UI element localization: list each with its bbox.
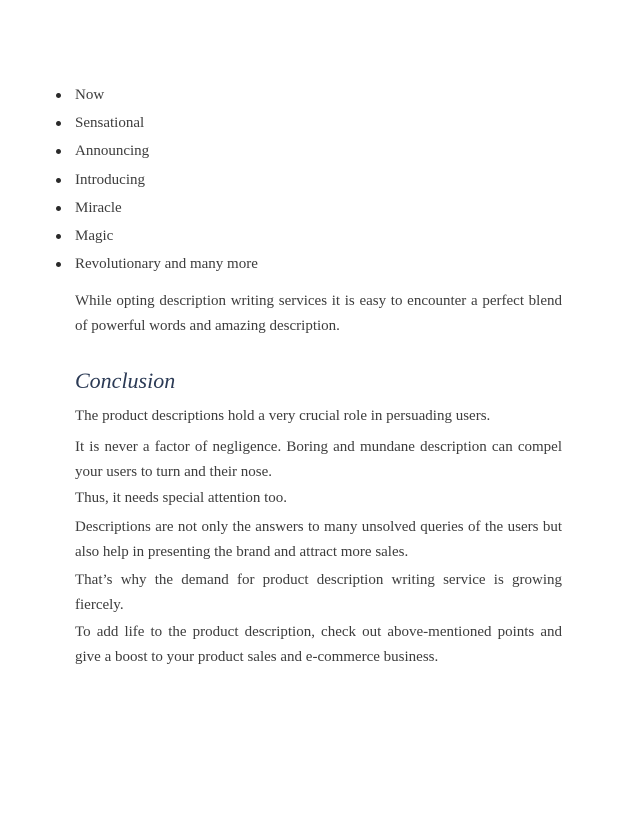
bullet-list — [52, 84, 258, 281]
list-item — [52, 112, 258, 140]
conclusion-paragraph: The product descriptions hold a very crucial role in persuading users. — [75, 408, 491, 424]
list-item-text: Now — [75, 87, 105, 103]
list-item-text: Sensational — [75, 115, 145, 132]
list-item-text: Introducing — [75, 171, 145, 188]
conclusion-paragraph: To add life to the product description, check out above-mentioned points and give a boost to your product sales and e-commerce business. — [75, 624, 562, 665]
conclusion-paragraph: Descriptions are not only the answers to many unsolved queries of the users but also help in presenting the brand and attract more sales. — [75, 519, 562, 560]
conclusion-paragraph: That’s why the demand for product description writing service is growing fiercely. — [75, 572, 562, 613]
list-item-text: Miracle — [75, 199, 122, 216]
bullet-dot-icon — [56, 234, 61, 239]
list-item — [52, 84, 258, 112]
list-item-text: Announcing — [75, 143, 150, 160]
bullet-dot-icon — [56, 178, 61, 183]
list-item — [52, 169, 258, 197]
bullet-dot-icon — [56, 262, 61, 267]
bullet-dot-icon — [56, 93, 61, 98]
list-item-text: Revolutionary and many more — [75, 256, 258, 273]
section-heading-conclusion: Conclusion — [75, 368, 176, 393]
list-item — [52, 197, 258, 225]
list-item-text: Magic — [75, 227, 114, 244]
list-item — [52, 253, 258, 281]
intro-paragraph: While opting description writing services it is easy to encounter a perfect blend of powerful words and amazing description. — [75, 293, 562, 334]
bullet-dot-icon — [56, 121, 61, 126]
list-item — [52, 225, 258, 253]
bullet-dot-icon — [56, 149, 61, 154]
list-item — [52, 140, 258, 168]
bullet-dot-icon — [56, 206, 61, 211]
conclusion-paragraph: It is never a factor of negligence. Boring and mundane description can compel your users to turn and their nose. — [75, 439, 562, 480]
conclusion-paragraph: Thus, it needs special attention too. — [75, 490, 288, 506]
